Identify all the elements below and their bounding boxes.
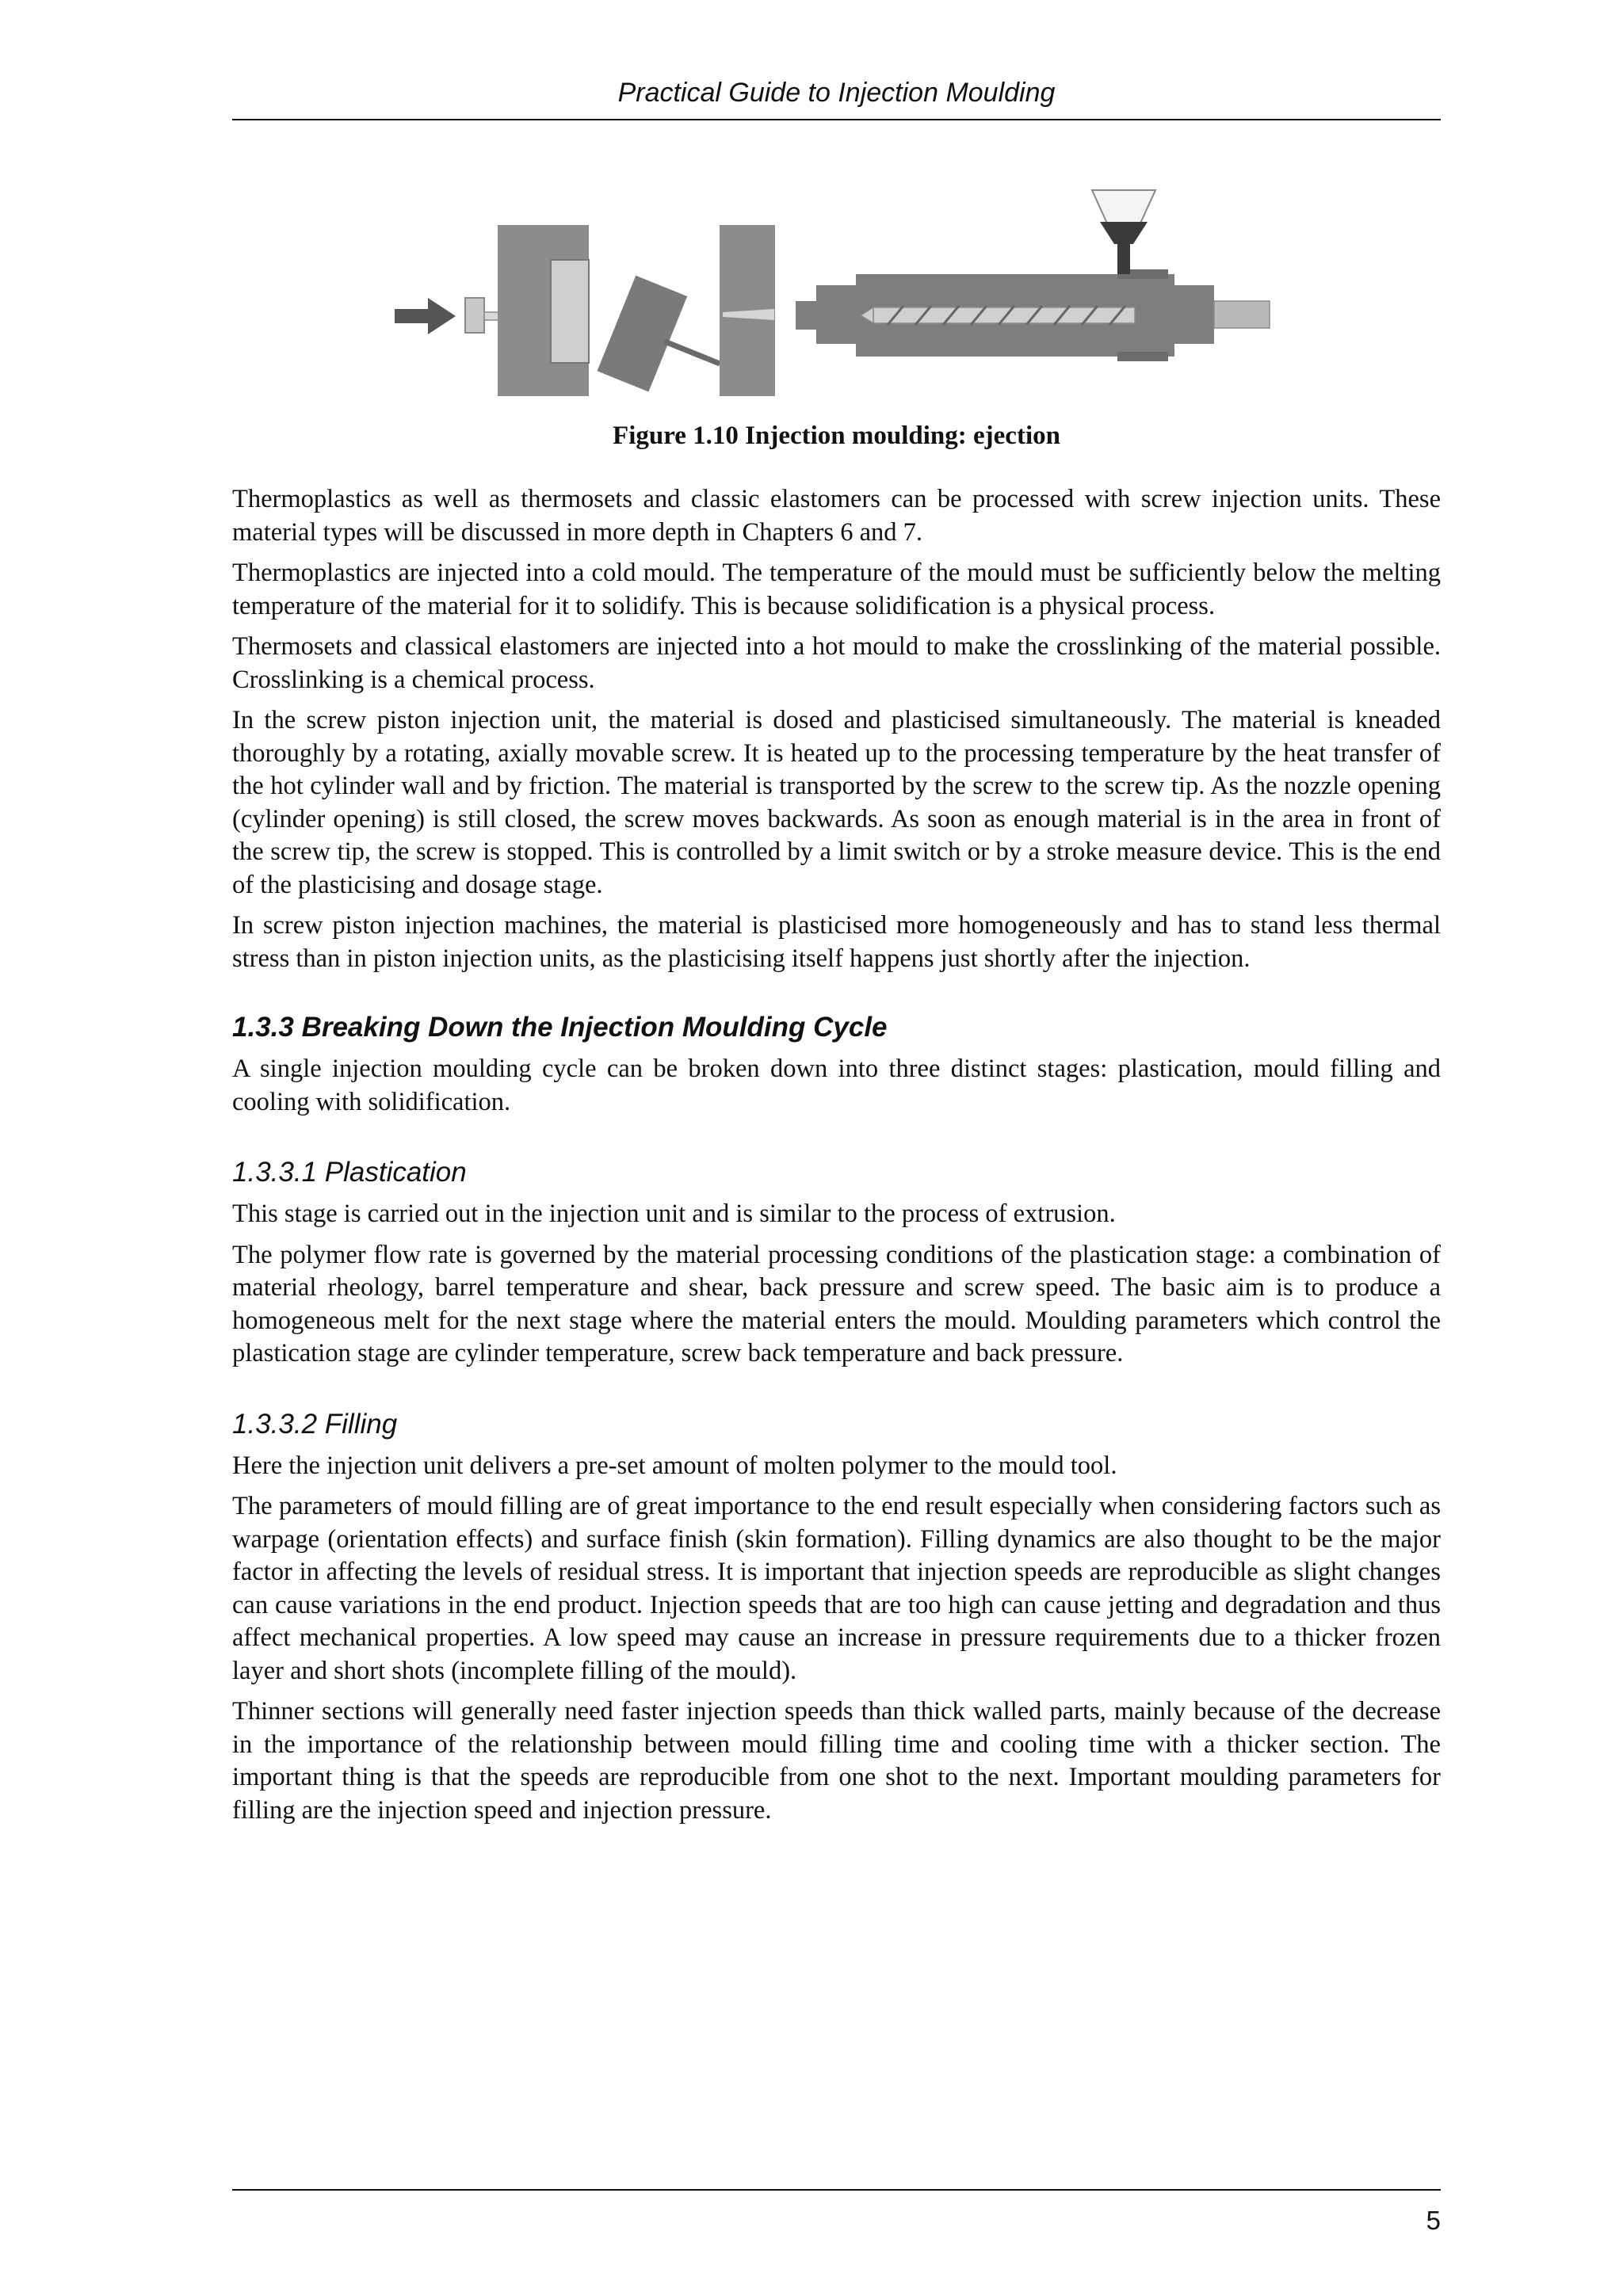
ejector-pin-head [465,298,484,333]
ejector-arrow [395,298,456,334]
section-heading: 1.3.3 Breaking Down the Injection Moulding Cycle [232,1012,888,1043]
page-number: 5 [1426,2206,1441,2235]
subsection-heading-filling: 1.3.3.2 Filling [232,1408,398,1440]
body-text [232,483,1441,1835]
paragraph: In the screw piston injection unit, the material is dosed and plasticised simultaneously. The material is kneaded thoroughly by a rotating, axially movable screw. It is heated up to the processing temperature by the heat transfer of the hot cylinder wall and by friction. The material is transported by the screw to the screw tip. As the nozzle opening (cylinder opening) is still closed, the screw moves backwards. As soon as enough material is in the area in front of the screw tip, the screw is stopped. This is controlled by a limit switch or by a stroke measure device. This is the end of the plasticising and dosage stage. [232,706,1441,899]
running-header: Practical Guide to Injection Moulding [617,78,1056,108]
hopper-throat [1117,242,1130,274]
mould-cavity [551,260,589,363]
hopper-granules [1100,222,1148,244]
figure-injection-ejection [380,181,1292,410]
barrel-heater-band-lower [1117,352,1168,361]
paragraph: Thermoplastics are injected into a cold mould. The temperature of the mould must be sufficiently below the melting temperature of the material for it to solidify. This is because solidification is a physical process. [232,559,1441,620]
paragraph: Thermoplastics as well as thermosets and classic elastomers can be processed with screw injection units. These material types will be discussed in more depth in Chapters 6 and 7. [232,485,1441,547]
paragraph: Thermosets and classical elastomers are injected into a hot mould to make the crosslinking of the material possible. Crosslinking is a chemical process. [232,632,1441,694]
header-rule [232,119,1441,120]
paragraph: A single injection moulding cycle can be broken down into three distinct stages: plastication, mould filling and cooling with solidification. [232,1055,1441,1116]
injection-moulding-diagram [380,181,1292,410]
paragraph: The polymer flow rate is governed by the material processing conditions of the plastication stage: a combination of material rheology, barrel temperature and shear, back pressure and screw speed. The basic aim is to produce a homogeneous melt for the next stage where the material enters the mould. Moulding parameters which control the plastication stage are cylinder temperature, screw back temperature and back pressure. [232,1240,1441,1367]
paragraph: This stage is carried out in the injection unit and is similar to the process of extrusion. [232,1199,1116,1228]
drive-shaft [1214,301,1270,328]
figure-caption: Figure 1.10 Injection moulding: ejection [613,421,1060,450]
subsection-heading-plastication: 1.3.3.1 Plastication [232,1157,467,1188]
paragraph: In screw piston injection machines, the material is plasticised more homogeneously and has to stand less thermal stress than in piston injection units, as the plasticising itself happens just shortly after the injection. [232,911,1441,973]
paragraph: Here the injection unit delivers a pre-set amount of molten polymer to the mould tool. [232,1451,1117,1480]
ejected-part [598,276,739,410]
paragraph: Thinner sections will generally need faster injection speeds than thick walled parts, mainly because of the decrease in the importance of the relationship between mould filling time and cooling time with a thicker section. The important thing is that the speeds are reproducible from one shot to the next. Important moulding parameters for filling are the injection speed and injection pressure. [232,1697,1441,1825]
paragraph: The parameters of mould filling are of great importance to the end result especially when considering factors such as warpage (orientation effects) and surface finish (skin formation). Filling dynamics are also thought to be the major factor in affecting the levels of residual stress. It is important that injection speeds are reproducible as slight changes can cause variations in the end product. Injection speeds that are too high can cause jetting and degradation and thus affect mechanical properties. A low speed may cause an increase in pressure requirements due to a thicker frozen layer and short shots (incomplete filling of the mould). [232,1492,1441,1685]
footer-rule [232,2189,1441,2191]
